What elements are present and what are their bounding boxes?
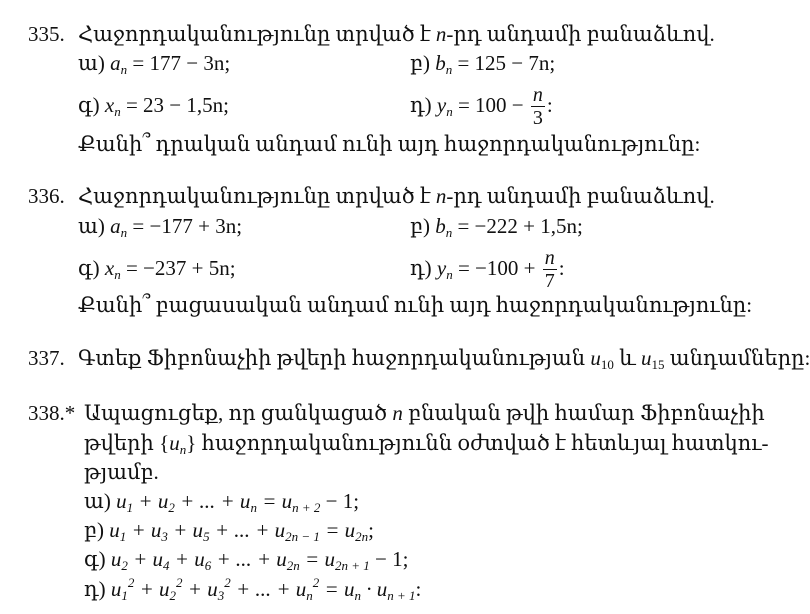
problem-336-question: Քանի՞ բացասական անդամ ունի այդ հաջորդականությունը: <box>78 293 753 317</box>
problem-338-line1: Ապացուցեք, որ ցանկացած n բնական թվի համար Ֆիբոնաչիի <box>84 401 765 425</box>
problem-336-item-b: բ) $b_n = -222 + 1,5n$; <box>410 214 583 240</box>
fraction-n-over-7: $\frac{n}{7}$ <box>544 246 555 292</box>
problem-335-item-b: բ) $b_n = 125 - 7n$; <box>410 51 556 77</box>
problem-337-number: 337. <box>28 346 65 370</box>
problem-336-item-c: գ) $x_n = -237 + 5n$; <box>78 256 236 282</box>
problem-338-item-c: գ) $u_2 + u_4 + u_6$ + ... + $u_{2n} = u_{2n + 1} - 1$; <box>84 547 409 573</box>
problem-335-question: Քանի՞ դրական անդամ ունի այդ հաջորդականությունը: <box>78 132 701 156</box>
problem-335-intro: Հաջորդականությունը տրված է n-րդ անդամի բանաձևով. <box>78 22 715 46</box>
problem-338-line3: թյամբ. <box>84 460 159 484</box>
problem-338-number: 338.* <box>28 401 76 425</box>
problem-336-intro: Հաջորդականությունը տրված է n-րդ անդամի բանաձևով. <box>78 184 715 208</box>
problem-336-number: 336. <box>28 184 65 208</box>
problem-338-item-a: ա) $u_1 + u_2$ + ... + $u_n = u_{n + 2} - 1$; <box>84 489 360 515</box>
problem-338-item-b: բ) $u_1 + u_3 + u_5$ + ... + $u_{2n - 1} = u_{2n}$; <box>84 518 374 544</box>
fraction-n-over-3: $\frac{n}{3}$ <box>532 83 543 129</box>
problem-336-item-d: դ) $y_n = -100$ + $\frac{n}{7}$ : <box>410 246 565 292</box>
problem-335-item-a: ա) $a_n = 177 - 3n$; <box>78 51 231 77</box>
problem-338-line2: թվերի $\{u_n\}$ հաջորդականությունն օժտված է հետևյալ հատկու- <box>84 431 769 457</box>
problem-336-item-a: ա) $a_n = -177 + 3n$; <box>78 214 243 240</box>
problem-338-item-d: դ) $u_1^2 + u_2^2 + u_3^2$ + ... + $u_n^2 = u_n \cdot u_{n + 1}$: <box>84 575 422 603</box>
problem-335-item-d: դ) $y_n = 100$ − $\frac{n}{3}$ : <box>410 83 553 129</box>
problem-335-number: 335. <box>28 22 65 46</box>
problem-337-text: Գտեք Ֆիբոնաչիի թվերի հաջորդականության $u_{10}$ և $u_{15}$ անդամները: <box>78 346 810 372</box>
problem-335-item-c: գ) $x_n = 23 - 1,5n$; <box>78 93 229 119</box>
